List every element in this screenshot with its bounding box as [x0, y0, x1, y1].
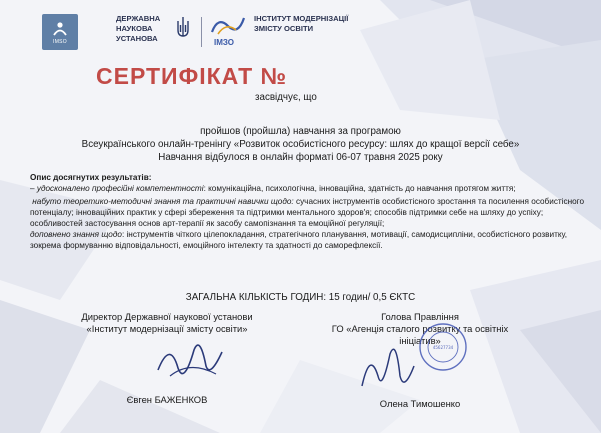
left-signatory-title: Директор Державної наукової установи «Інститут модернізації змісту освіти»	[81, 311, 253, 334]
imzo-brand: ІМЗО	[214, 38, 235, 47]
badge-label: IMSO	[53, 38, 67, 45]
org-name-state: ДЕРЖАВНА НАУКОВА УСТАНОВА	[116, 14, 161, 43]
training-date: Навчання відбулося в онлайн форматі 06-07 травня 2025 року	[158, 152, 443, 163]
program-logo-badge	[42, 14, 78, 50]
completed-text: пройшов (пройшла) навчання за програмою	[200, 126, 401, 137]
program-name: Всеукраїнського онлайн-тренінгу «Розвиток особистісного ресурсу: шлях до кращої версії себе»	[81, 139, 520, 150]
right-signature-icon	[352, 336, 422, 398]
right-signatory-title: Голова Правління ГО «Агенція сталого розвитку та освітніх ініціатив»	[331, 311, 509, 346]
result-item-skills: набуто теоретико-методичні знання та практичні навички щодо: сучасних інструментів особистісного зростання та посилення особистісного потенціалу; інноваційних практик у сфері збереження та підтримки ментального здоров'я; способів підтримки себе на шляху до успіху; особливостей застосування основ арт-терапії як засобу самопізнання та емоційної регуляції;	[30, 197, 585, 228]
figure-icon	[51, 20, 69, 38]
total-hours: ЗАГАЛЬНА КІЛЬКІСТЬ ГОДИН: 15 годин/ 0,5 ЄКТС	[185, 292, 416, 303]
header-divider	[201, 17, 202, 47]
imzo-logo-icon	[208, 14, 248, 38]
result-item-knowledge: доповнено знання щодо: інструментів чіткого цілепокладання, стратегічного планування, мотивації, самодисципліни, особистісного розвитку, зокрема формуванню відповідальності, емоційного інтелекту та здатності до саморефлексії.	[30, 230, 568, 250]
svg-text:45627734: 45627734	[432, 345, 454, 350]
results-section	[30, 172, 584, 251]
results-heading: Опис досягнутих результатів:	[30, 173, 152, 182]
certifies-text: засвідчує, що	[255, 92, 317, 103]
trident-icon	[176, 16, 190, 40]
certificate-title: СЕРТИФІКАТ №	[96, 63, 288, 89]
left-signature-icon	[150, 330, 230, 390]
organization-stamp-icon	[418, 322, 468, 372]
left-signatory-name: Євген БАЖЕНКОВ	[126, 394, 208, 405]
result-item-competences: – удосконалено професійні компетентності: комунікаційна, психологічна, інноваційна, здатність до навчання протягом життя;	[30, 184, 516, 193]
right-signatory-name: Олена Тимошенко	[379, 398, 461, 409]
org-name-institute: ІНСТИТУТ МОДЕРНІЗАЦІЇ ЗМІСТУ ОСВІТИ	[254, 14, 349, 33]
